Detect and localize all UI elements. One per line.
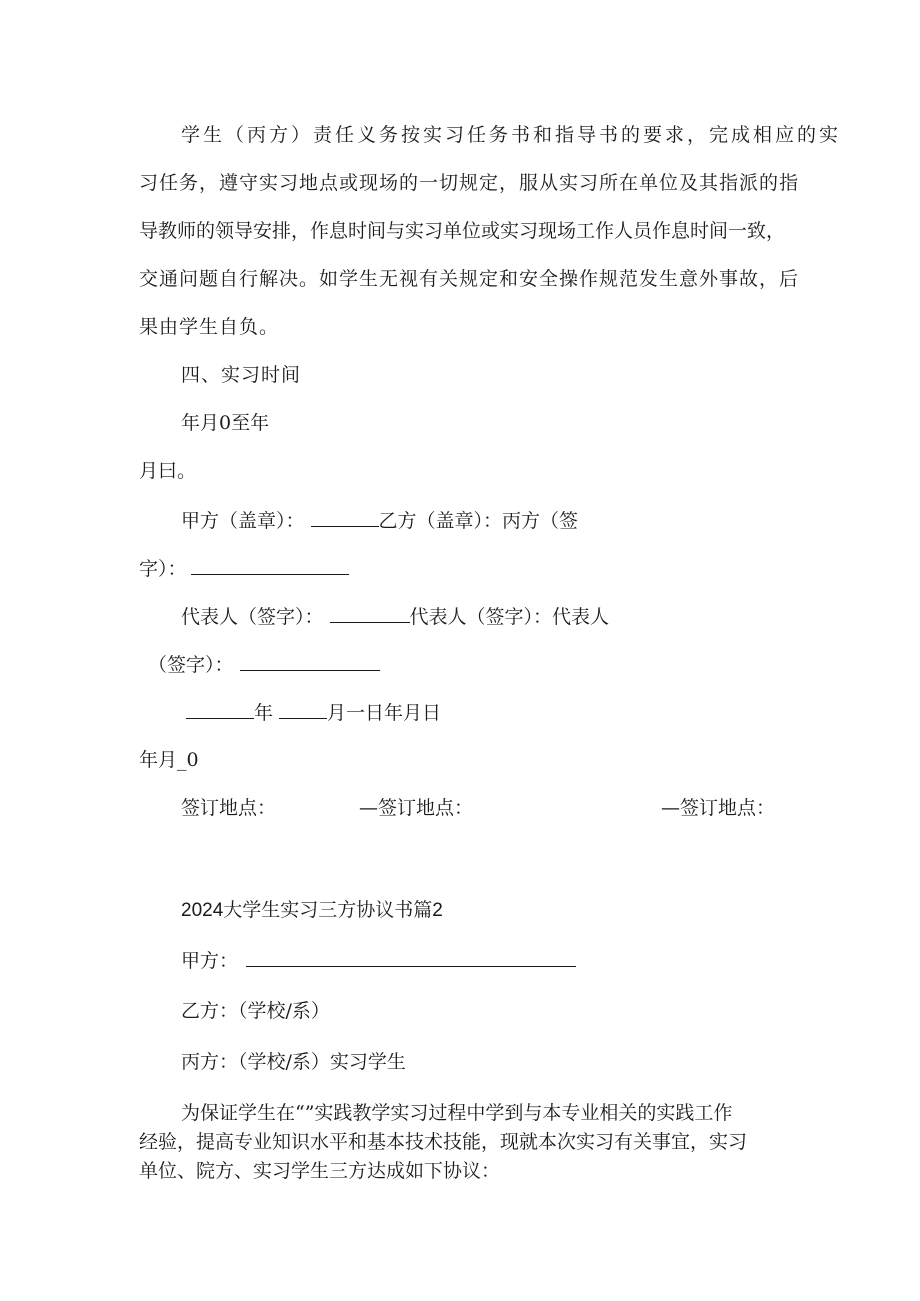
rep-a-label: 代表人（签字）： — [181, 606, 324, 628]
paragraph-line: 果由学生自负。 — [139, 316, 280, 338]
signing-place: 签订地点： — [181, 797, 277, 819]
year-blank — [186, 700, 254, 719]
party-a-blank — [246, 948, 576, 967]
paragraph-line: 导教师的领导安排，作息时间与实习单位或实习现场工作人员作息时间一致， — [139, 220, 786, 242]
paragraph-line: 学生（丙方）责任义务按实习任务书和指导书的要求，完成相应的实 — [181, 124, 842, 146]
party-line: 乙方：（学校/系） — [181, 1000, 330, 1022]
signing-place: —签订地点： — [661, 797, 776, 819]
party-c-sign-blank — [191, 556, 349, 575]
paragraph-line: 交通问题自行解决。如学生无视有关规定和安全操作规范发生意外事故，后 — [139, 268, 800, 290]
year-label: 年 — [254, 702, 274, 724]
month-blank — [279, 700, 327, 719]
representative-line — [181, 604, 609, 628]
paragraph-line: 经验，提高专业知识水平和基本技术技能，现就本次实习有关事宜，实习 — [139, 1131, 748, 1153]
party-a-label: 甲方： — [181, 950, 239, 972]
party-b-seal-label: 乙方（盖章）：丙方（签 — [378, 510, 579, 532]
time-line: 年月0至年 — [181, 412, 270, 434]
date-rest-label: 月一日年月日 — [327, 702, 442, 724]
party-a-seal-label: 甲方（盖章）： — [181, 510, 305, 532]
paragraph-line: 单位、院方、实习学生三方达成如下协议： — [139, 1160, 501, 1182]
rep-a-blank — [330, 604, 410, 623]
section-heading: 四、实习时间 — [181, 364, 302, 386]
document-title: 2024大学生实习三方协议书篇2 — [181, 900, 443, 921]
signature-line — [139, 556, 349, 580]
party-line: 丙方：（学校/系）实习学生 — [181, 1051, 406, 1073]
paragraph-line: 为保证学生在“”实践教学实习过程中学到与本专业相关的实践工作 — [181, 1102, 733, 1124]
representative-line — [148, 652, 380, 676]
signing-place: —签订地点： — [359, 797, 474, 819]
party-a-seal-blank — [311, 508, 379, 527]
time-line: 月曰。 — [139, 460, 197, 482]
rep-c-label: （签字）： — [148, 654, 234, 676]
rep-b-label: 代表人（签字）：代表人 — [409, 606, 610, 628]
date-line: 年月_0 — [139, 749, 199, 771]
party-c-sign-label: 字）： — [139, 558, 187, 580]
rep-c-blank — [240, 652, 380, 671]
party-line — [181, 948, 576, 972]
paragraph-line: 习任务，遵守实习地点或现场的一切规定，服从实习所在单位及其指派的指 — [139, 172, 800, 194]
date-line — [186, 700, 441, 724]
signature-line — [181, 508, 578, 532]
